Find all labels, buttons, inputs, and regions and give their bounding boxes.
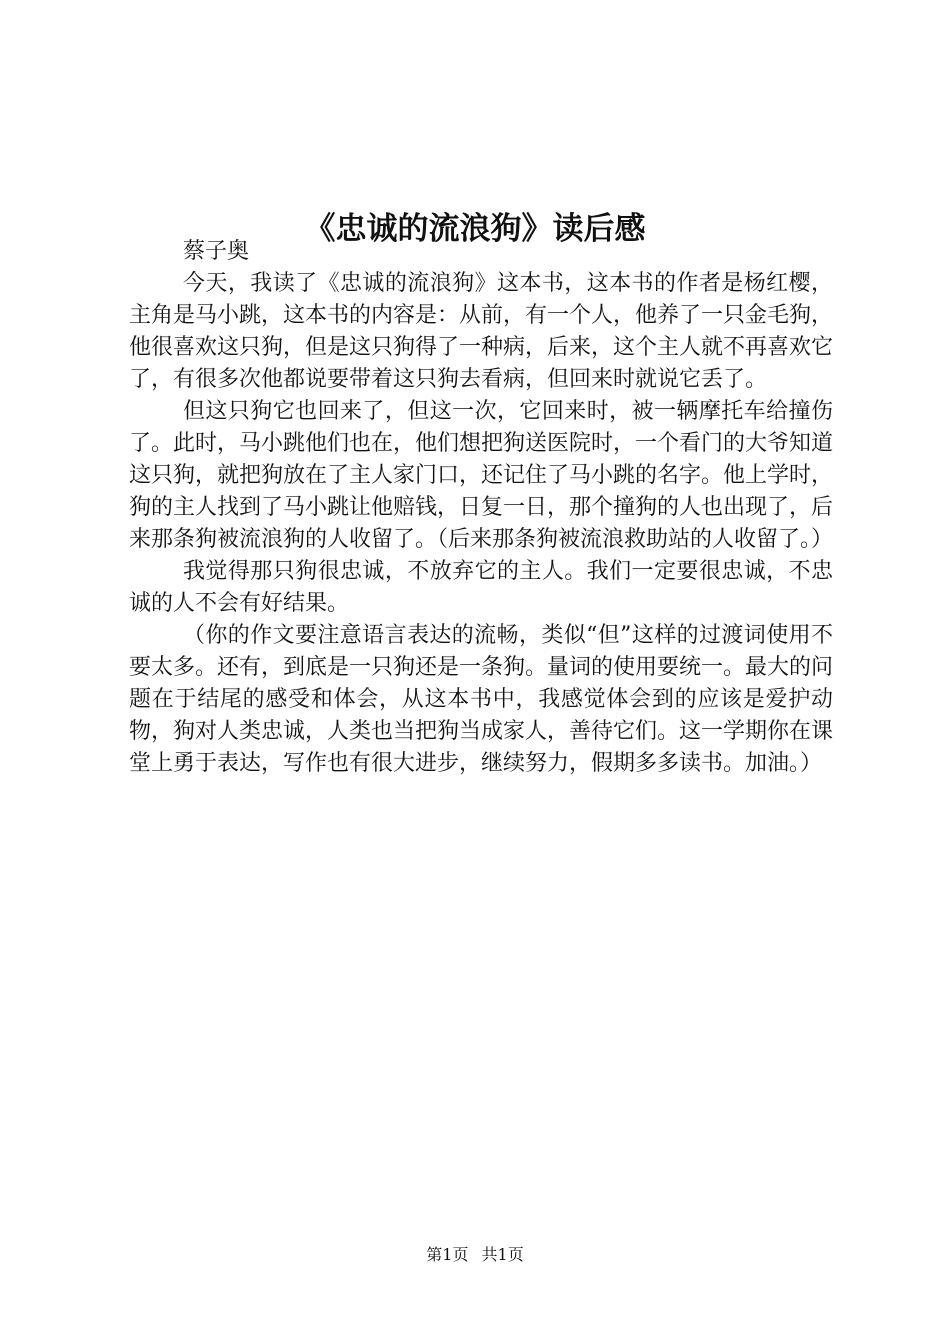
paragraph-3: 我觉得那只狗很忠诚，不放弃它的主人。我们一定要很忠诚，不忠诚的人不会有好结果。 <box>129 559 833 616</box>
document-body <box>129 236 833 780</box>
paragraph-1: 今天，我读了《忠诚的流浪狗》这本书，这本书的作者是杨红樱，主角是马小跳，这本书的内容是：从前，有一个人，他养了一只金毛狗，他很喜欢这只狗，但是这只狗得了一种病，后来，这个主人就不再喜欢它了，有很多次他都说要带着这只狗去看病，但回来时就说它丢了。 <box>129 271 834 392</box>
document-title: 《忠诚的流浪狗》读后感 <box>304 210 646 247</box>
page-number: 第1页 <box>426 1245 469 1264</box>
teacher-comment-paragraph: （你的作文要注意语言表达的流畅，类似“但”这样的过渡词使用不要太多。还有，到底是一只狗还是一条狗。量词的使用要统一。最大的问题在于结尾的感受和体会，从这本书中，我感觉体会到的应该是爱护动物，狗对人类忠诚，人类也当把狗当成家人，善待它们。这一学期你在课堂上勇于表达，写作也有很大进步，继续努力，假期多多读书。加油。） <box>129 623 834 776</box>
paragraph-2: 但这只狗它也回来了，但这一次，它回来时，被一辆摩托车给撞伤了。此时，马小跳他们也在，他们想把狗送医院时，一个看门的大爷知道这只狗，就把狗放在了主人家门口，还记住了马小跳的名字。他上学时，狗的主人找到了马小跳让他赔钱，日复一日，那个撞狗的人也出现了，后来那条狗被流浪狗的人收留了。（后来那条狗被流浪救助站的人收留了。） <box>129 399 834 552</box>
page-footer <box>0 1244 950 1266</box>
page-total: 共1页 <box>481 1245 524 1264</box>
author-name: 蔡子奥 <box>183 239 250 264</box>
